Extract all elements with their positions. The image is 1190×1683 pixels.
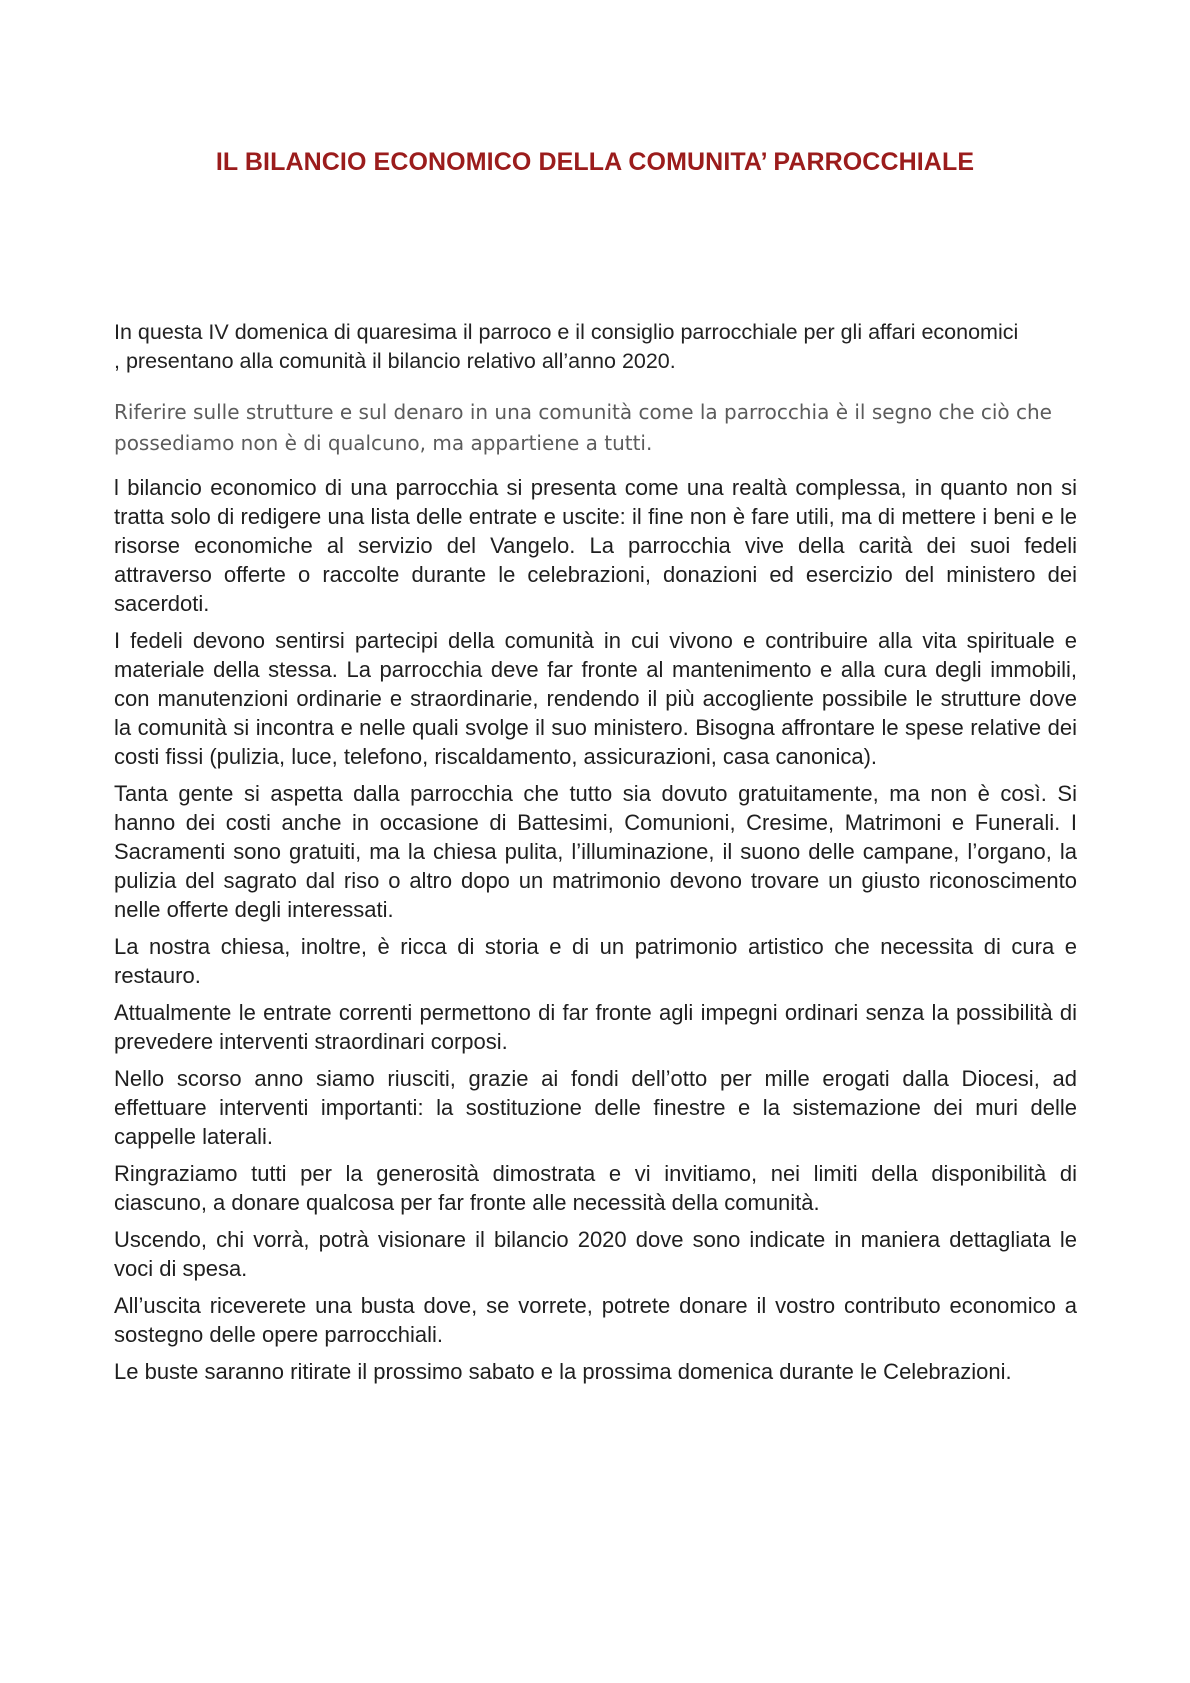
body-paragraph: Uscendo, chi vorrà, potrà visionare il bilancio 2020 dove sono indicate in maniera dettagliata le voci di spesa.	[114, 1227, 1077, 1281]
document-title: IL BILANCIO ECONOMICO DELLA COMUNITA’ PARROCCHIALE	[215, 148, 975, 176]
body-paragraph: La nostra chiesa, inoltre, è ricca di storia e di un patrimonio artistico che necessita di cura e restauro.	[114, 934, 1077, 988]
intro-paragraph: In questa IV domenica di quaresima il parroco e il consiglio parrocchiale per gli affari economici , presentano alla comunità il bilancio relativo all’anno 2020.	[114, 320, 1019, 373]
body-paragraph: Tanta gente si aspetta dalla parrocchia che tutto sia dovuto gratuitamente, ma non è così. Si hanno dei costi anche in occasione di Battesimi, Comunioni, Cresime, Matrimoni e Funerali. I Sacramenti sono gratuiti, ma la chiesa pulita, l’illuminazione, il suono delle campane, l’organo, la pulizia del sagrato dal riso o altro dopo un matrimonio devono trovare un giusto riconoscimento nelle offerte degli interessati.	[114, 781, 1077, 922]
body-paragraph: Attualmente le entrate correnti permettono di far fronte agli impegni ordinari senza la possibilità di prevedere interventi straordinari corposi.	[114, 1000, 1077, 1054]
body-paragraph: Le buste saranno ritirate il prossimo sabato e la prossima domenica durante le Celebrazioni.	[114, 1359, 1012, 1384]
body-paragraph: Nello scorso anno siamo riusciti, grazie ai fondi dell’otto per mille erogati dalla Diocesi, ad effettuare interventi importanti: la sostituzione delle finestre e la sistemazione dei muri delle cappelle laterali.	[114, 1066, 1077, 1149]
quote-paragraph: Riferire sulle strutture e sul denaro in una comunità come la parrocchia è il segno che ciò che possediamo non è di qualcuno, ma appartiene a tutti.	[114, 400, 1052, 455]
body-text	[114, 473, 1077, 1394]
body-paragraph: All’uscita riceverete una busta dove, se vorrete, potrete donare il vostro contributo economico a sostegno delle opere parrocchiali.	[114, 1293, 1077, 1347]
body-paragraph: l bilancio economico di una parrocchia si presenta come una realtà complessa, in quanto non si tratta solo di redigere una lista delle entrate e uscite: il fine non è fare utili, ma di mettere i beni e le risorse economiche al servizio del Vangelo. La parrocchia vive della carità dei suoi fedeli attraverso offerte o raccolte durante le celebrazioni, donazioni ed esercizio del ministero dei sacerdoti.	[114, 475, 1077, 616]
body-paragraph: Ringraziamo tutti per la generosità dimostrata e vi invitiamo, nei limiti della disponibilità di ciascuno, a donare qualcosa per far fronte alle necessità della comunità.	[114, 1161, 1077, 1215]
body-paragraph: I fedeli devono sentirsi partecipi della comunità in cui vivono e contribuire alla vita spirituale e materiale della stessa. La parrocchia deve far fronte al mantenimento e alla cura degli immobili, con manutenzioni ordinarie e straordinarie, rendendo il più accogliente possibile le strutture dove la comunità si incontra e nelle quali svolge il suo ministero. Bisogna affrontare le spese relative dei costi fissi (pulizia, luce, telefono, riscaldamento, assicurazioni, casa canonica).	[114, 628, 1077, 769]
